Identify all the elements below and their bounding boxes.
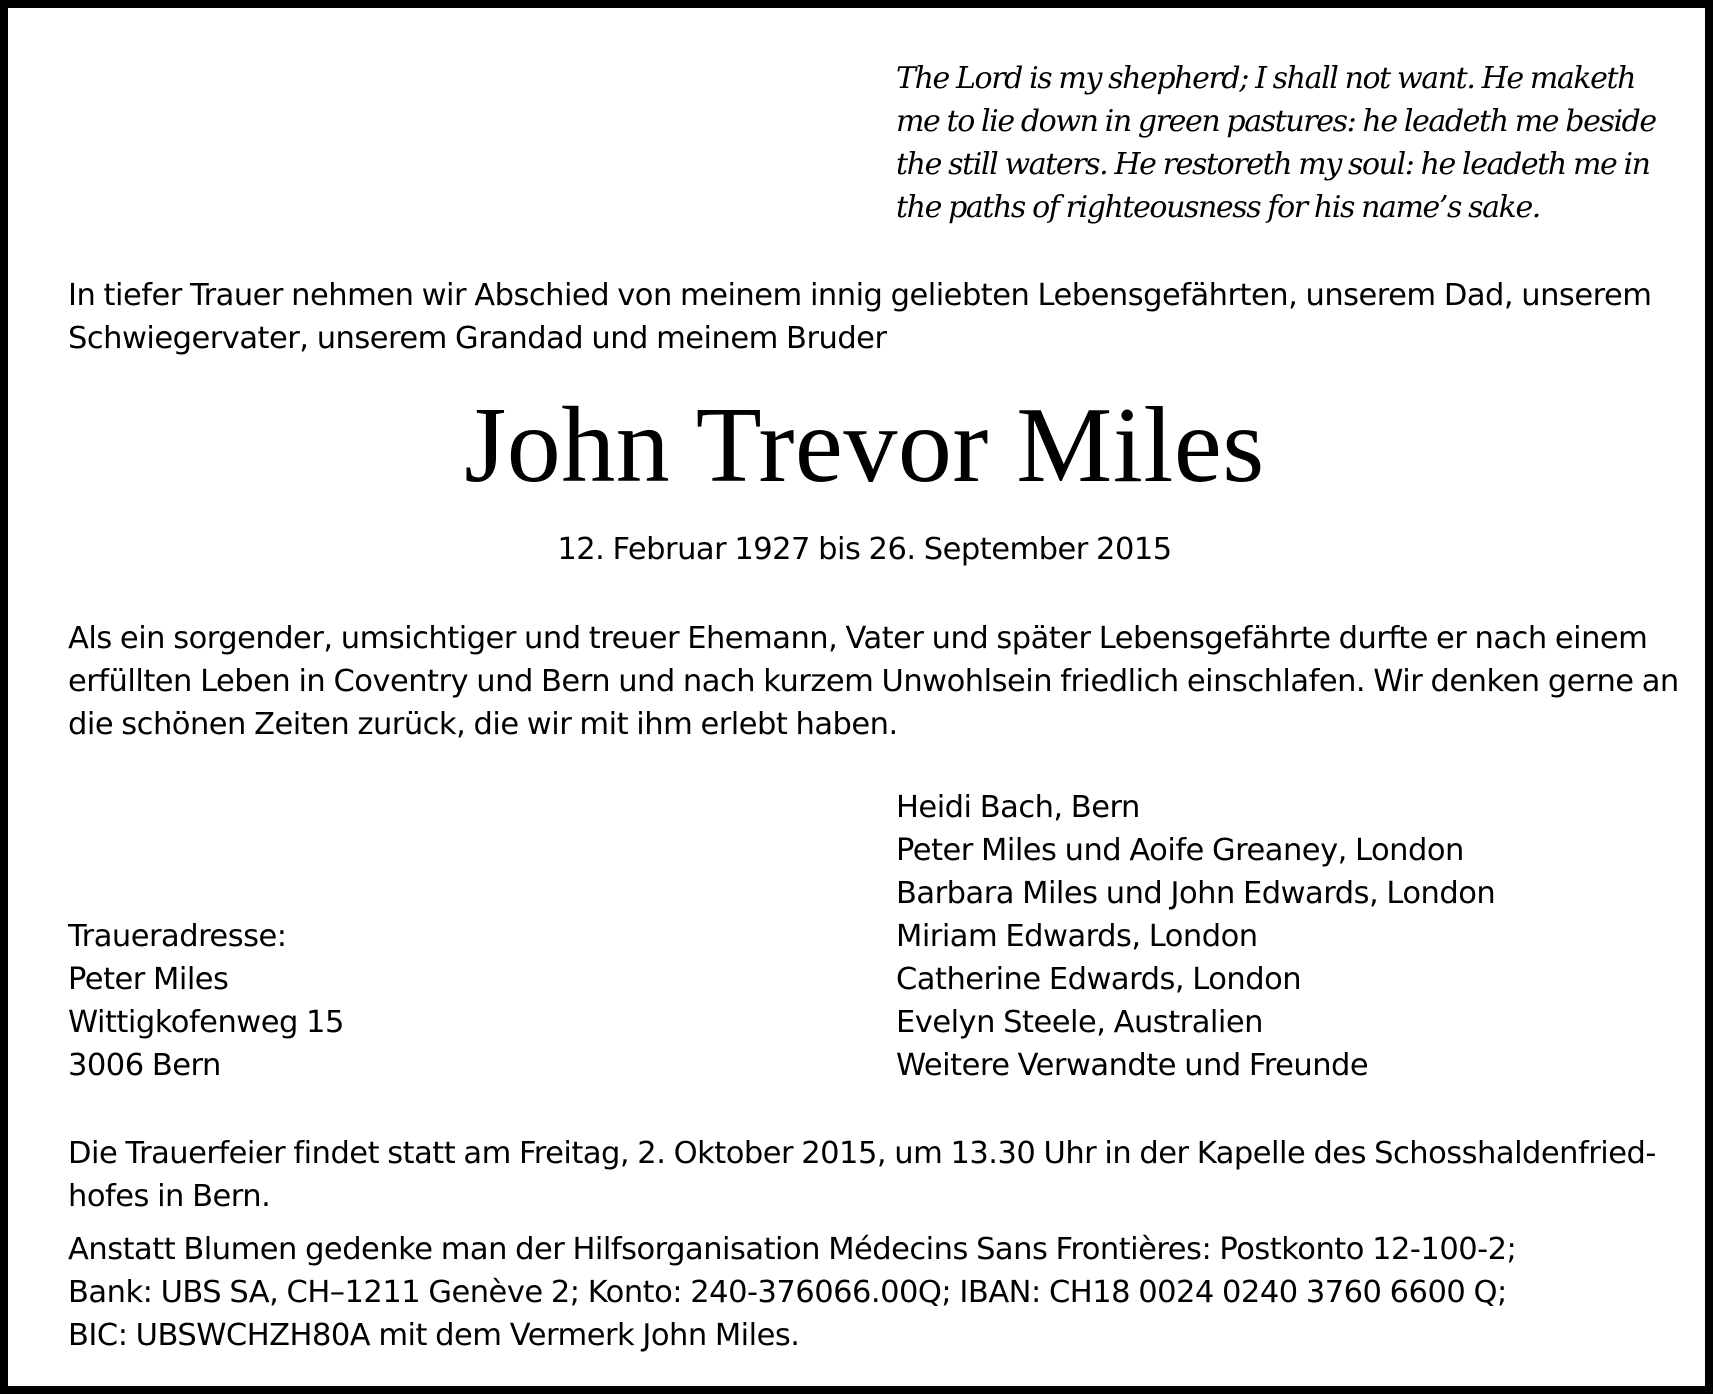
address-street: Wittigkofenweg 15 xyxy=(68,1005,344,1040)
verse-line: me to lie down in green pastures: he leadeth me beside xyxy=(896,104,1656,139)
intro-paragraph xyxy=(68,274,1668,360)
service-line: Die Trauerfeier findet statt am Freitag, 2. Oktober 2015, um 13.30 Uhr in der Kapelle des Schosshaldenfried- xyxy=(68,1136,1656,1171)
survivor-item: Peter Miles und Aoife Greaney, London xyxy=(896,833,1464,868)
tribute-paragraph xyxy=(68,617,1679,746)
address-city: 3006 Bern xyxy=(68,1048,221,1083)
survivor-item: Catherine Edwards, London xyxy=(896,962,1302,997)
address-heading: Traueradresse: xyxy=(68,919,287,954)
survivor-item: Barbara Miles und John Edwards, London xyxy=(896,876,1496,911)
tribute-line: die schönen Zeiten zurück, die wir mit ihm erlebt haben. xyxy=(68,707,898,742)
verse-line: The Lord is my shepherd; I shall not want. He maketh xyxy=(896,61,1636,96)
tribute-line: erfüllten Leben in Coventry und Bern und nach kurzem Unwohlsein friedlich einschlafen. Wir denken gerne an xyxy=(68,664,1679,699)
mourning-address xyxy=(68,915,668,1087)
donation-line: Anstatt Blumen gedenke man der Hilfsorganisation Médecins Sans Frontières: Postkonto 12-100-2; xyxy=(68,1232,1517,1267)
survivors-list xyxy=(896,786,1676,1087)
survivor-item: Evelyn Steele, Australien xyxy=(896,1005,1263,1040)
address-name: Peter Miles xyxy=(68,962,229,997)
service-line: hofes in Bern. xyxy=(68,1179,271,1214)
donation-line: BIC: UBSWCHZH80A mit dem Vermerk John Miles. xyxy=(68,1318,800,1353)
tribute-line: Als ein sorgender, umsichtiger und treuer Ehemann, Vater und später Lebensgefährte durfte er nach einem xyxy=(68,621,1648,656)
survivor-item: Weitere Verwandte und Freunde xyxy=(896,1048,1369,1083)
survivor-item: Heidi Bach, Bern xyxy=(896,790,1140,825)
deceased-name: John Trevor Miles xyxy=(464,386,1265,505)
intro-line: In tiefer Trauer nehmen wir Abschied von meinem innig geliebten Lebensgefährten, unserem Dad, unserem xyxy=(68,278,1652,313)
survivor-item: Miriam Edwards, London xyxy=(896,919,1258,954)
verse-line: the still waters. He restoreth my soul: he leadeth me in xyxy=(896,147,1650,182)
intro-line: Schwiegervater, unserem Grandad und meinem Bruder xyxy=(68,321,887,356)
verse-line: the paths of righteousness for his name’s sake. xyxy=(896,190,1540,225)
donation-paragraph xyxy=(68,1228,1668,1357)
life-dates: 12. Februar 1927 bis 26. September 2015 xyxy=(557,532,1172,567)
donation-line: Bank: UBS SA, CH–1211 Genève 2; Konto: 240-376066.00Q; IBAN: CH18 0024 0240 3760 6600 Q; xyxy=(68,1275,1507,1310)
psalm-verse xyxy=(896,57,1676,229)
funeral-service-paragraph xyxy=(68,1132,1668,1218)
